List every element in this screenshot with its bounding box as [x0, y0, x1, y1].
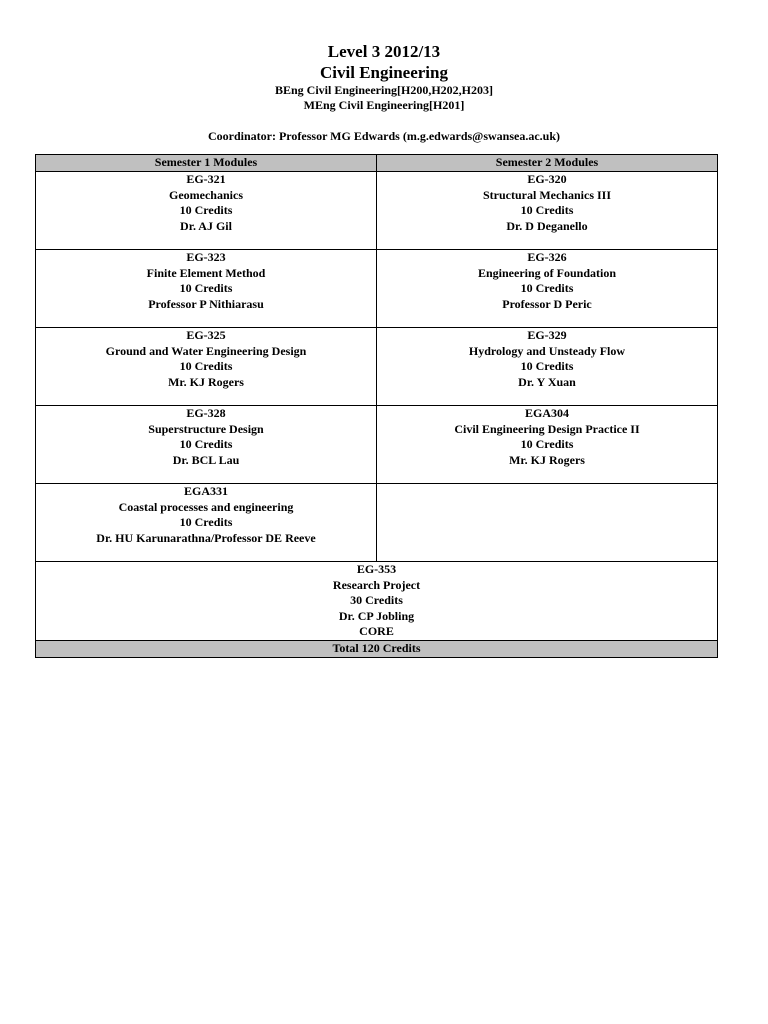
module-cell [377, 328, 718, 406]
module-lecturer: Dr. D Deganello [506, 218, 588, 233]
module-credits: 10 Credits [179, 281, 233, 296]
module-code: EG-320 [527, 172, 567, 186]
module-code: EG-329 [527, 328, 567, 342]
table-row [36, 484, 718, 562]
table-header-row [36, 155, 718, 172]
module-cell [36, 484, 377, 562]
semester-2-header: Semester 2 Modules [377, 155, 718, 172]
module-name: Superstructure Design [148, 421, 264, 436]
semester-1-header: Semester 1 Modules [36, 155, 377, 172]
project-lecturer: Dr. CP Jobling [338, 608, 415, 623]
module-code: EG-328 [186, 406, 226, 420]
project-cell [36, 562, 718, 641]
module-credits: 10 Credits [179, 359, 233, 374]
module-name: Finite Element Method [146, 265, 266, 280]
module-cell [377, 250, 718, 328]
module-name: Structural Mechanics III [483, 187, 611, 202]
module-code: EG-323 [186, 250, 226, 264]
meng-programme: MEng Civil Engineering[H201] [303, 98, 465, 112]
module-code: EG-325 [186, 328, 226, 342]
empty-module-cell [377, 484, 718, 562]
module-lecturer: Dr. Y Xuan [518, 374, 576, 389]
module-cell [36, 172, 377, 250]
module-name: Civil Engineering Design Practice II [454, 421, 640, 436]
module-cell [377, 406, 718, 484]
project-status: CORE [359, 624, 394, 639]
module-code: EG-326 [527, 250, 567, 264]
table-row [36, 328, 718, 406]
module-credits: 10 Credits [520, 281, 574, 296]
module-name: Geomechanics [169, 187, 243, 202]
total-credits: Total 120 Credits [36, 640, 718, 657]
module-code: EG-321 [186, 172, 226, 186]
document-header [0, 41, 768, 144]
module-credits: 10 Credits [179, 203, 233, 218]
module-cell [377, 172, 718, 250]
module-code: EGA331 [183, 484, 228, 498]
module-lecturer: Professor P Nithiarasu [148, 296, 264, 311]
module-code: EGA304 [524, 406, 569, 420]
page-title: Level 3 2012/13 [327, 42, 441, 61]
module-cell [36, 250, 377, 328]
table-row [36, 250, 718, 328]
module-lecturer: Dr. AJ Gil [180, 218, 232, 233]
module-lecturer: Mr. KJ Rogers [168, 374, 244, 389]
beng-programme: BEng Civil Engineering[H200,H202,H203] [274, 83, 493, 97]
module-name: Engineering of Foundation [477, 265, 617, 280]
module-credits: 10 Credits [179, 515, 233, 530]
module-lecturer: Dr. HU Karunarathna/Professor DE Reeve [96, 530, 316, 545]
total-row [36, 640, 718, 657]
table-row [36, 172, 718, 250]
module-name: Hydrology and Unsteady Flow [468, 343, 626, 358]
project-code: EG-353 [356, 562, 397, 576]
project-credits: 30 Credits [350, 593, 403, 608]
module-credits: 10 Credits [520, 359, 574, 374]
module-name: Ground and Water Engineering Design [105, 343, 307, 358]
module-credits: 10 Credits [179, 437, 233, 452]
module-lecturer: Professor D Peric [502, 296, 592, 311]
module-credits: 10 Credits [520, 437, 574, 452]
project-row [36, 562, 718, 641]
modules-table [35, 154, 718, 658]
module-lecturer: Dr. BCL Lau [172, 452, 240, 467]
module-lecturer: Mr. KJ Rogers [509, 452, 585, 467]
page-subtitle: Civil Engineering [320, 63, 448, 82]
coordinator-line: Coordinator: Professor MG Edwards (m.g.edwards@swansea.ac.uk) [207, 129, 561, 143]
module-cell [36, 406, 377, 484]
module-credits: 10 Credits [520, 203, 574, 218]
project-name: Research Project [332, 577, 421, 592]
table-row [36, 406, 718, 484]
module-cell [36, 328, 377, 406]
module-name: Coastal processes and engineering [118, 499, 294, 514]
